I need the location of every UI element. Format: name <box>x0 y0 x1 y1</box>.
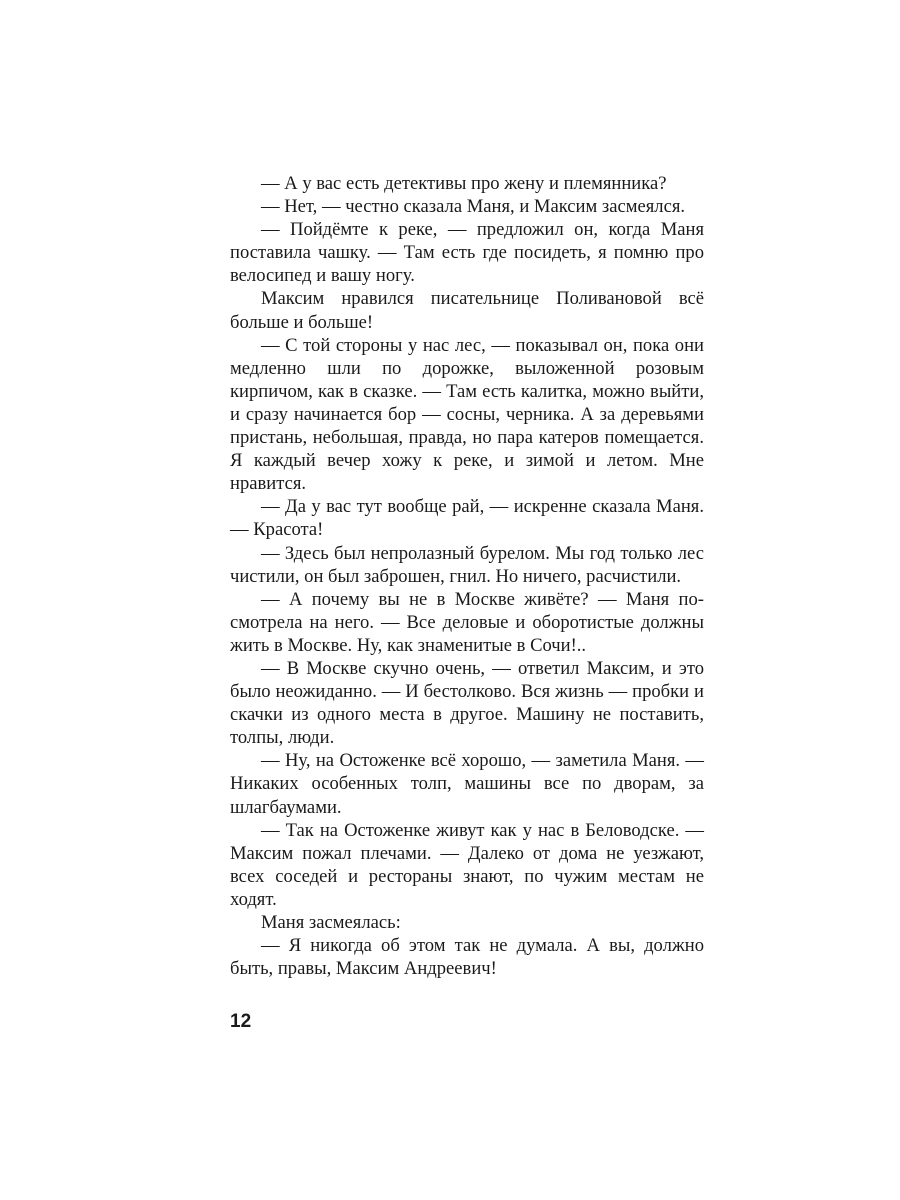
paragraph: — А у вас есть детективы про жену и племянника? <box>261 173 667 194</box>
paragraph: — Здесь был непролазный бурелом. Мы год только лес чистили, он был заброшен, гнил. Но ничего, расчистили. <box>230 542 704 587</box>
paragraph: — Я никогда об этом так не думала. А вы, должно быть, правы, Максим Андреевич! <box>230 935 704 980</box>
paragraph: — Нет, — честно сказала Маня, и Максим засмеялся. <box>261 196 686 218</box>
paragraph: Маня засмеялась: <box>261 912 401 933</box>
page-number: 12 <box>230 1011 252 1032</box>
paragraph: — Пойдёмте к реке, — предложил он, когда Маня поставила чашку. — Там есть где посидеть, я помню про велосипед и вашу ногу. <box>230 219 704 287</box>
paragraph: — А почему вы не в Москве живёте? — Маня посмотрела на него. — Все деловые и оборотистые должны жить в Москве. Ну, как знаменитые в Сочи!.. <box>230 588 704 656</box>
page-text-block <box>230 172 704 980</box>
paragraph: — Ну, на Остоженке всё хорошо, — заметила Маня. — Никаких особенных толп, машины все по дворам, за шлагбаумами. <box>230 750 704 818</box>
paragraph: — С той стороны у нас лес, — показывал он, пока они медленно шли по дорожке, выложенной розовым кирпичом, как в сказке. — Там есть калитка, можно выйти, и сразу начинается бор — сосны, черника. А за деревьями пристань, небольшая, правда, но пара катеров помещается. Я каждый вечер хожу к реке, и зимой и летом. Мне нравится. <box>230 334 704 495</box>
paragraph: — Да у вас тут вообще рай, — искренне сказала Маня. — Красота! <box>230 496 704 541</box>
paragraph: — Так на Остоженке живут как у нас в Беловодске. — Максим пожал плечами. — Далеко от дома не уезжают, всех соседей и рестораны знают, по чужим местам не ходят. <box>230 819 704 910</box>
paragraph: Максим нравился писательнице Поливановой всё больше и больше! <box>230 288 704 333</box>
paragraph: — В Москве скучно очень, — ответил Максим, и это было неожиданно. — И бестолково. Вся жизнь — пробки и скачки из одного места в другое. Машину не поставить, толпы, люди. <box>230 657 704 749</box>
